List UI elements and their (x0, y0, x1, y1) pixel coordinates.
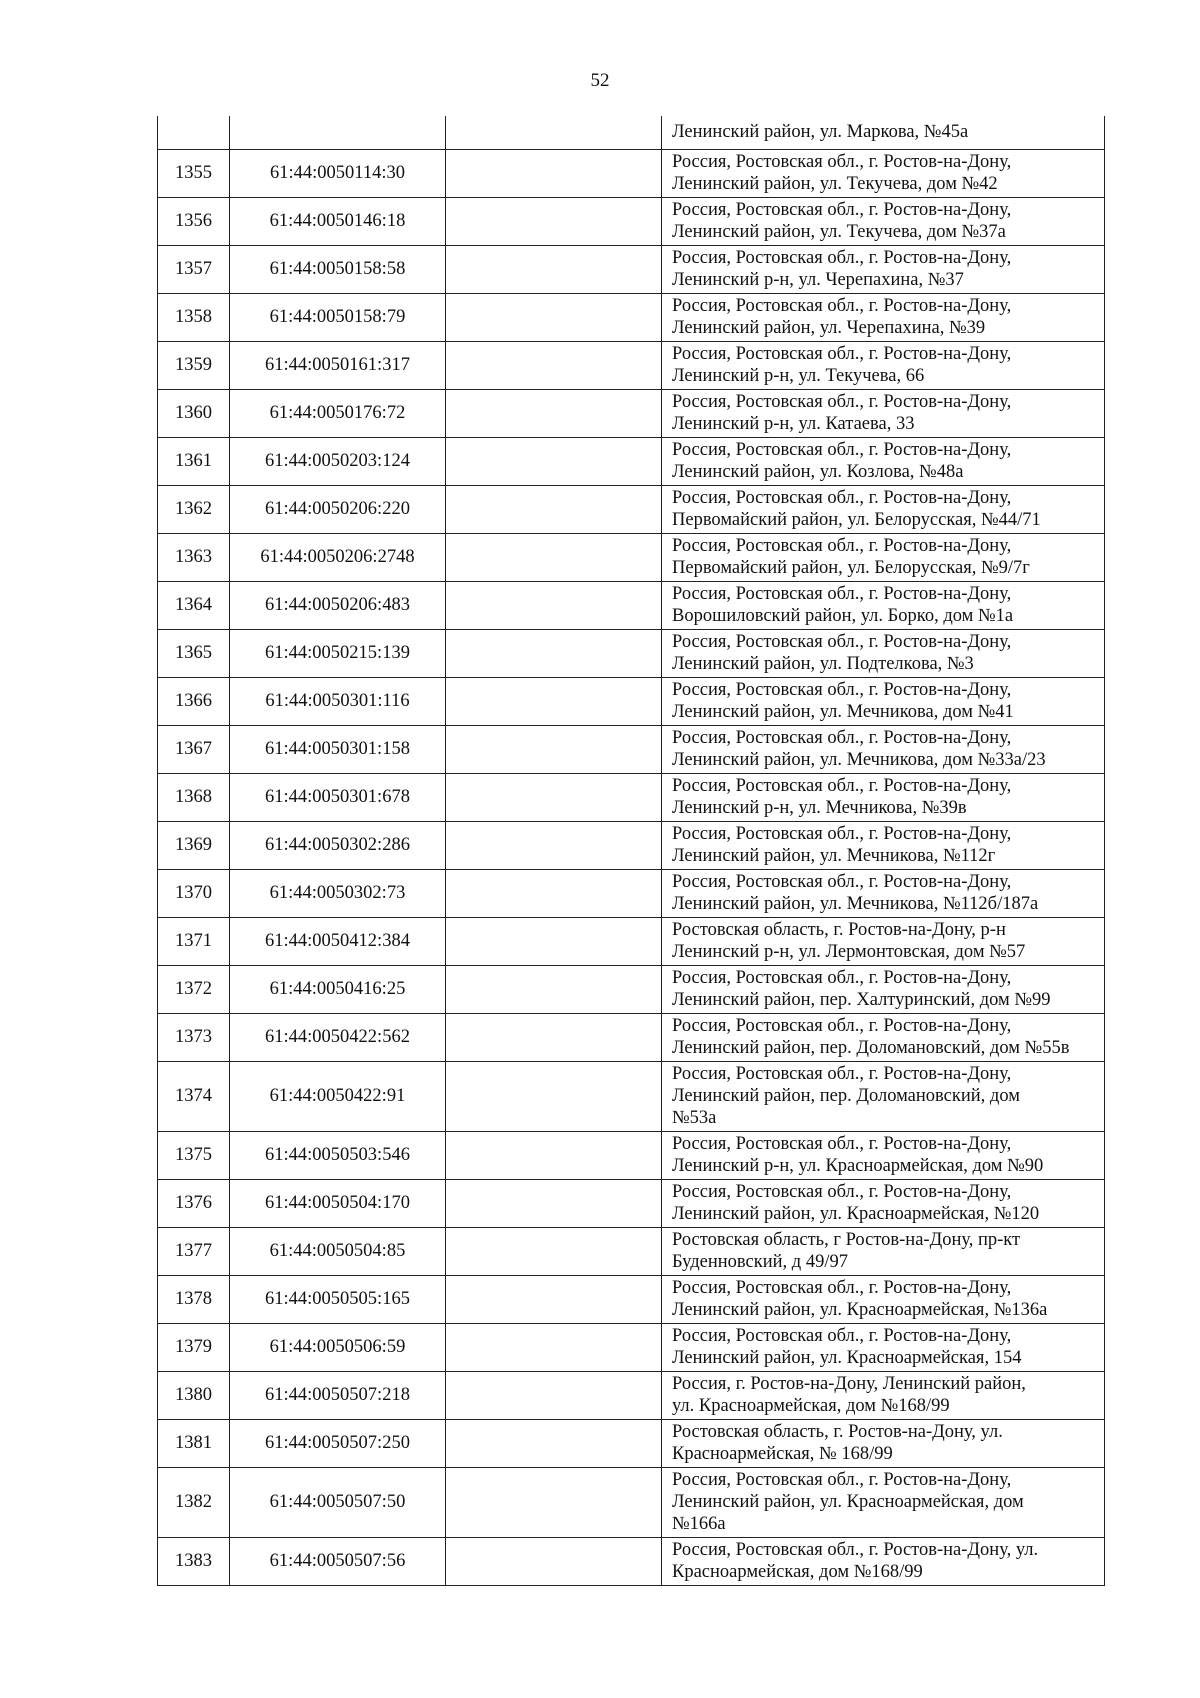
row-number: 1372 (158, 965, 230, 1013)
row-number: 1365 (158, 629, 230, 677)
address: Россия, г. Ростов-на-Дону, Ленинский район, ул. Красноармейская, дом №168/99 (662, 1371, 1105, 1419)
row-number: 1357 (158, 245, 230, 293)
cadastral-number: 61:44:0050206:483 (230, 581, 446, 629)
row-number: 1361 (158, 437, 230, 485)
empty-cell (446, 1323, 662, 1371)
empty-cell (446, 437, 662, 485)
cadastral-number: 61:44:0050302:286 (230, 821, 446, 869)
empty-cell (446, 1467, 662, 1537)
cadastral-number: 61:44:0050301:158 (230, 725, 446, 773)
address: Россия, Ростовская обл., г. Ростов-на-Дону, Ворошиловский район, ул. Борко, дом №1а (662, 581, 1105, 629)
empty-cell (446, 149, 662, 197)
address: Россия, Ростовская обл., г. Ростов-на-Дону, Ленинский район, пер. Халтуринский, дом №99 (662, 965, 1105, 1013)
table-row (158, 293, 1105, 341)
address: Россия, Ростовская обл., г. Ростов-на-Дону, Первомайский район, ул. Белорусская, №9/7г (662, 533, 1105, 581)
address: Россия, Ростовская обл., г. Ростов-на-Дону, Ленинский район, ул. Мечникова, дом №41 (662, 677, 1105, 725)
cadastral-number: 61:44:0050507:250 (230, 1419, 446, 1467)
row-number: 1358 (158, 293, 230, 341)
cadastral-number: 61:44:0050203:124 (230, 437, 446, 485)
row-number: 1371 (158, 917, 230, 965)
address: Россия, Ростовская обл., г. Ростов-на-Дону, Ленинский район, ул. Мечникова, №112б/187а (662, 869, 1105, 917)
table-row (158, 341, 1105, 389)
table-row (158, 437, 1105, 485)
address: Россия, Ростовская обл., г. Ростов-на-Дону, Ленинский район, пер. Доломановский, дом №53а (662, 1061, 1105, 1131)
table-row (158, 1419, 1105, 1467)
empty-cell (446, 1227, 662, 1275)
row-number: 1364 (158, 581, 230, 629)
empty-cell (446, 1179, 662, 1227)
address: Россия, Ростовская обл., г. Ростов-на-Дону, Ленинский район, ул. Мечникова, №112г (662, 821, 1105, 869)
row-number: 1382 (158, 1467, 230, 1537)
table-row (158, 773, 1105, 821)
row-number: 1355 (158, 149, 230, 197)
table-row (158, 965, 1105, 1013)
cadastral-number: 61:44:0050504:85 (230, 1227, 446, 1275)
empty-cell (446, 1537, 662, 1585)
table-row (158, 1275, 1105, 1323)
empty-cell (446, 197, 662, 245)
empty-cell (446, 725, 662, 773)
empty-cell (446, 677, 662, 725)
address: Россия, Ростовская обл., г. Ростов-на-Дону, Ленинский р-н, ул. Красноармейская, дом №90 (662, 1131, 1105, 1179)
row-number: 1381 (158, 1419, 230, 1467)
row-number: 1374 (158, 1061, 230, 1131)
address: Россия, Ростовская обл., г. Ростов-на-Дону, Ленинский район, ул. Красноармейская, дом №166а (662, 1467, 1105, 1537)
registry-table (157, 116, 1105, 1586)
empty-cell (446, 773, 662, 821)
cadastral-number: 61:44:0050176:72 (230, 389, 446, 437)
empty-cell (446, 245, 662, 293)
empty-cell (446, 917, 662, 965)
row-number: 1377 (158, 1227, 230, 1275)
table-row (158, 197, 1105, 245)
row-number: 1366 (158, 677, 230, 725)
table-row (158, 1131, 1105, 1179)
table-row (158, 677, 1105, 725)
address: Россия, Ростовская обл., г. Ростов-на-Дону, Ленинский район, ул. Красноармейская, №120 (662, 1179, 1105, 1227)
empty-cell (446, 629, 662, 677)
cadastral-number: 61:44:0050412:384 (230, 917, 446, 965)
table-row (158, 581, 1105, 629)
empty-cell (446, 821, 662, 869)
cadastral-number: 61:44:0050507:50 (230, 1467, 446, 1537)
row-number: 1383 (158, 1537, 230, 1585)
table-row (158, 1323, 1105, 1371)
cadastral-number: 61:44:0050114:30 (230, 149, 446, 197)
row-number: 1362 (158, 485, 230, 533)
page-number: 52 (590, 70, 610, 91)
empty-cell (446, 116, 662, 149)
row-number: 1379 (158, 1323, 230, 1371)
row-number: 1370 (158, 869, 230, 917)
table-row (158, 629, 1105, 677)
address: Россия, Ростовская обл., г. Ростов-на-Дону, Ленинский район, ул. Красноармейская, 154 (662, 1323, 1105, 1371)
table-row (158, 869, 1105, 917)
empty-cell (446, 965, 662, 1013)
registry-table-body (158, 116, 1105, 1585)
row-number: 1363 (158, 533, 230, 581)
cadastral-number (230, 116, 446, 149)
address: Ленинский район, ул. Маркова, №45а (662, 116, 1105, 149)
row-number: 1378 (158, 1275, 230, 1323)
cadastral-number: 61:44:0050158:79 (230, 293, 446, 341)
cadastral-number: 61:44:0050206:2748 (230, 533, 446, 581)
table-row (158, 1467, 1105, 1537)
table-row (158, 485, 1105, 533)
cadastral-number: 61:44:0050503:546 (230, 1131, 446, 1179)
empty-cell (446, 533, 662, 581)
address: Ростовская область, г Ростов-на-Дону, пр-кт Буденновский, д 49/97 (662, 1227, 1105, 1275)
table-row (158, 149, 1105, 197)
cadastral-number: 61:44:0050206:220 (230, 485, 446, 533)
cadastral-number: 61:44:0050158:58 (230, 245, 446, 293)
row-number: 1369 (158, 821, 230, 869)
address: Россия, Ростовская обл., г. Ростов-на-Дону, Ленинский район, ул. Мечникова, дом №33а/23 (662, 725, 1105, 773)
row-number: 1376 (158, 1179, 230, 1227)
table-row (158, 1371, 1105, 1419)
empty-cell (446, 293, 662, 341)
empty-cell (446, 389, 662, 437)
table-row (158, 1061, 1105, 1131)
address: Россия, Ростовская обл., г. Ростов-на-Дону, Ленинский р-н, ул. Текучева, 66 (662, 341, 1105, 389)
empty-cell (446, 1371, 662, 1419)
cadastral-number: 61:44:0050506:59 (230, 1323, 446, 1371)
row-number: 1368 (158, 773, 230, 821)
row-number: 1356 (158, 197, 230, 245)
table-row (158, 1537, 1105, 1585)
address: Россия, Ростовская обл., г. Ростов-на-Дону, Ленинский р-н, ул. Черепахина, №37 (662, 245, 1105, 293)
address: Россия, Ростовская обл., г. Ростов-на-Дону, Ленинский р-н, ул. Мечникова, №39в (662, 773, 1105, 821)
cadastral-number: 61:44:0050302:73 (230, 869, 446, 917)
address: Россия, Ростовская обл., г. Ростов-на-Дону, Ленинский район, ул. Красноармейская, №136а (662, 1275, 1105, 1323)
cadastral-number: 61:44:0050161:317 (230, 341, 446, 389)
empty-cell (446, 1131, 662, 1179)
address: Россия, Ростовская обл., г. Ростов-на-Дону, Первомайский район, ул. Белорусская, №44/71 (662, 485, 1105, 533)
table-row (158, 1179, 1105, 1227)
empty-cell (446, 1275, 662, 1323)
cadastral-number: 61:44:0050416:25 (230, 965, 446, 1013)
table-row (158, 821, 1105, 869)
address: Россия, Ростовская обл., г. Ростов-на-Дону, Ленинский район, ул. Текучева, дом №37а (662, 197, 1105, 245)
address: Ростовская область, г. Ростов-на-Дону, ул. Красноармейская, № 168/99 (662, 1419, 1105, 1467)
cadastral-number: 61:44:0050422:91 (230, 1061, 446, 1131)
address: Россия, Ростовская обл., г. Ростов-на-Дону, ул. Красноармейская, дом №168/99 (662, 1537, 1105, 1585)
address: Россия, Ростовская обл., г. Ростов-на-Дону, Ленинский район, ул. Черепахина, №39 (662, 293, 1105, 341)
address: Россия, Ростовская обл., г. Ростов-на-Дону, Ленинский район, ул. Козлова, №48а (662, 437, 1105, 485)
cadastral-number: 61:44:0050507:56 (230, 1537, 446, 1585)
cadastral-number: 61:44:0050507:218 (230, 1371, 446, 1419)
address: Россия, Ростовская обл., г. Ростов-на-Дону, Ленинский район, пер. Доломановский, дом №55в (662, 1013, 1105, 1061)
empty-cell (446, 485, 662, 533)
table-row (158, 533, 1105, 581)
table-row (158, 725, 1105, 773)
cadastral-number: 61:44:0050301:116 (230, 677, 446, 725)
cadastral-number: 61:44:0050505:165 (230, 1275, 446, 1323)
table-row (158, 917, 1105, 965)
cadastral-number: 61:44:0050422:562 (230, 1013, 446, 1061)
empty-cell (446, 581, 662, 629)
row-number (158, 116, 230, 149)
table-row (158, 1227, 1105, 1275)
row-number: 1360 (158, 389, 230, 437)
empty-cell (446, 341, 662, 389)
row-number: 1375 (158, 1131, 230, 1179)
address: Россия, Ростовская обл., г. Ростов-на-Дону, Ленинский р-н, ул. Катаева, 33 (662, 389, 1105, 437)
cadastral-number: 61:44:0050504:170 (230, 1179, 446, 1227)
table-row (158, 245, 1105, 293)
empty-cell (446, 869, 662, 917)
address: Ростовская область, г. Ростов-на-Дону, р-н Ленинский р-н, ул. Лермонтовская, дом №57 (662, 917, 1105, 965)
empty-cell (446, 1419, 662, 1467)
table-row (158, 116, 1105, 149)
table-row (158, 389, 1105, 437)
cadastral-number: 61:44:0050301:678 (230, 773, 446, 821)
address: Россия, Ростовская обл., г. Ростов-на-Дону, Ленинский район, ул. Текучева, дом №42 (662, 149, 1105, 197)
row-number: 1359 (158, 341, 230, 389)
table-row (158, 1013, 1105, 1061)
cadastral-number: 61:44:0050215:139 (230, 629, 446, 677)
empty-cell (446, 1061, 662, 1131)
address: Россия, Ростовская обл., г. Ростов-на-Дону, Ленинский район, ул. Подтелкова, №3 (662, 629, 1105, 677)
row-number: 1380 (158, 1371, 230, 1419)
empty-cell (446, 1013, 662, 1061)
row-number: 1367 (158, 725, 230, 773)
row-number: 1373 (158, 1013, 230, 1061)
cadastral-number: 61:44:0050146:18 (230, 197, 446, 245)
